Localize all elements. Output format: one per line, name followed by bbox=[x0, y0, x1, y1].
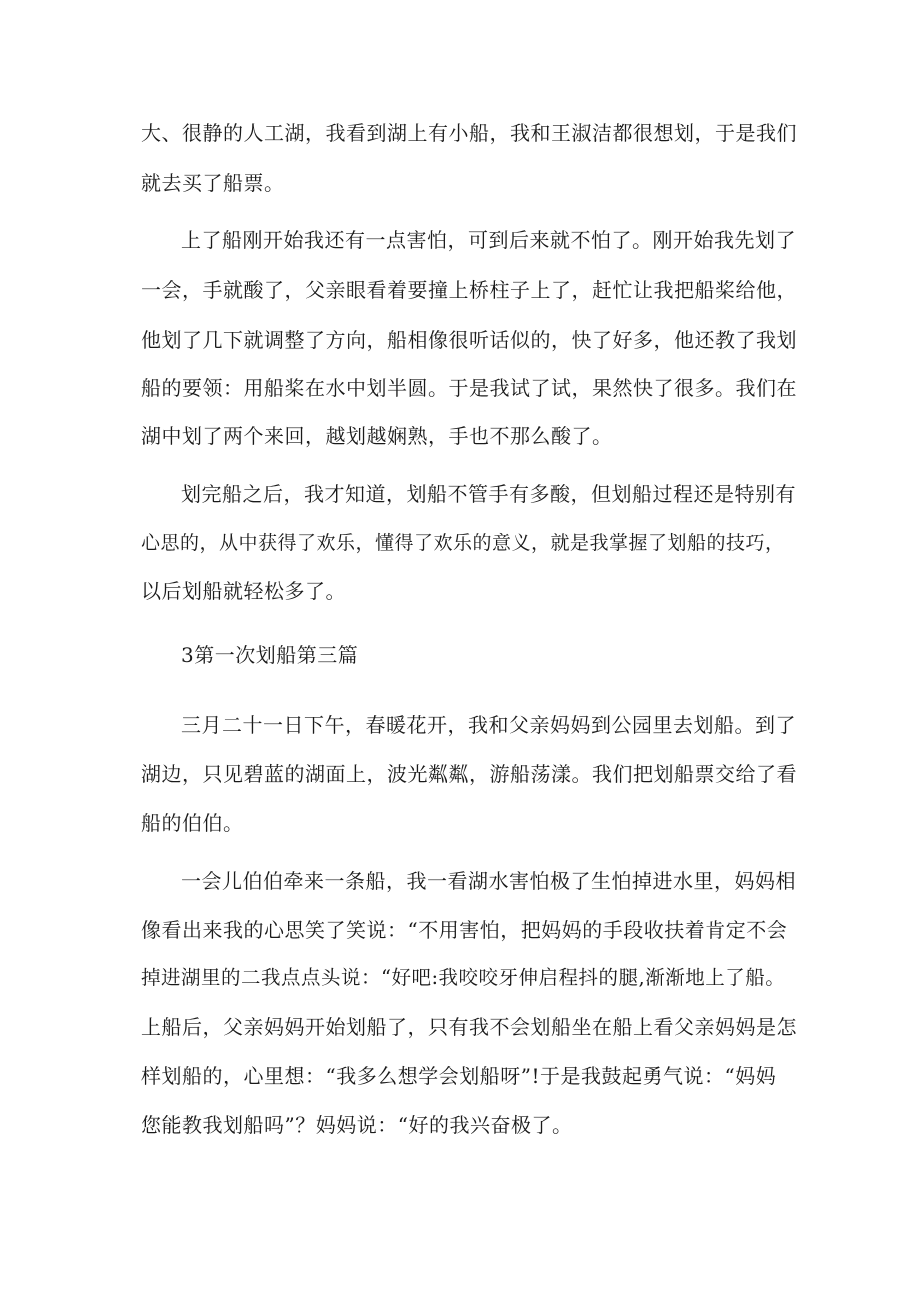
paragraph-5-line-1: 一会儿伯伯牵来一条船，我一看湖水害怕极了生怕掉进水里，妈妈相 bbox=[181, 869, 796, 893]
paragraph-2-line-2: 一会，手就酸了，父亲眼看着要撞上桥柱子上了，赶忙让我把船桨给他， bbox=[141, 278, 797, 302]
paragraph-1-line-2: 就去买了船票。 bbox=[141, 171, 285, 195]
paragraph-4-line-2: 湖边，只见碧蓝的湖面上，波光粼粼，游船荡漾。我们把划船票交给了看 bbox=[141, 762, 797, 786]
paragraph-5-line-5: 样划船的，心里想：“我多么想学会划船呀”!于是我鼓起勇气说：“妈妈 bbox=[141, 1064, 777, 1088]
paragraph-5-line-2: 像看出来我的心思笑了笑说：“不用害怕，把妈妈的手段收扶着肯定不会 bbox=[141, 918, 788, 942]
section-heading: 3第一次划船第三篇 bbox=[181, 643, 359, 667]
paragraph-2-line-4: 船的要领：用船桨在水中划半圆。于是我试了试，果然快了很多。我们在 bbox=[141, 376, 797, 400]
paragraph-3-line-2: 心思的，从中获得了欢乐，懂得了欢乐的意义，就是我掌握了划船的技巧， bbox=[141, 532, 785, 554]
paragraph-2-line-3: 他划了几下就调整了方向，船相像很听话似的，快了好多，他还教了我划 bbox=[141, 328, 797, 352]
paragraph-2-line-5: 湖中划了两个来回，越划越娴熟，手也不那么酸了。 bbox=[141, 424, 613, 448]
paragraph-3-line-1: 划完船之后，我才知道，划船不管手有多酸，但划船过程还是特别有 bbox=[181, 482, 796, 506]
paragraph-4-line-3: 船的伯伯。 bbox=[141, 811, 244, 835]
paragraph-4-line-1: 三月二十一日下午，春暖花开，我和父亲妈妈到公园里去划船。到了 bbox=[181, 713, 796, 737]
paragraph-5-line-4: 上船后，父亲妈妈开始划船了，只有我不会划船坐在船上看父亲妈妈是怎 bbox=[141, 1015, 797, 1039]
paragraph-5-line-6: 您能教我划船吗”？妈妈说：“好的我兴奋极了。 bbox=[141, 1113, 573, 1137]
paragraph-5-line-3: 掉进湖里的二我点点头说：“好吧:我咬咬牙伸启程抖的腿,渐渐地上了船。 bbox=[141, 966, 786, 989]
paragraph-1-line-1: 大、很静的人工湖，我看到湖上有小船，我和王淑洁都很想划，于是我们 bbox=[141, 121, 797, 145]
paragraph-2-line-1: 上了船刚开始我还有一点害怕，可到后来就不怕了。刚开始我先划了 bbox=[181, 228, 796, 252]
paragraph-3-line-3: 以后划船就轻松多了。 bbox=[141, 579, 346, 603]
